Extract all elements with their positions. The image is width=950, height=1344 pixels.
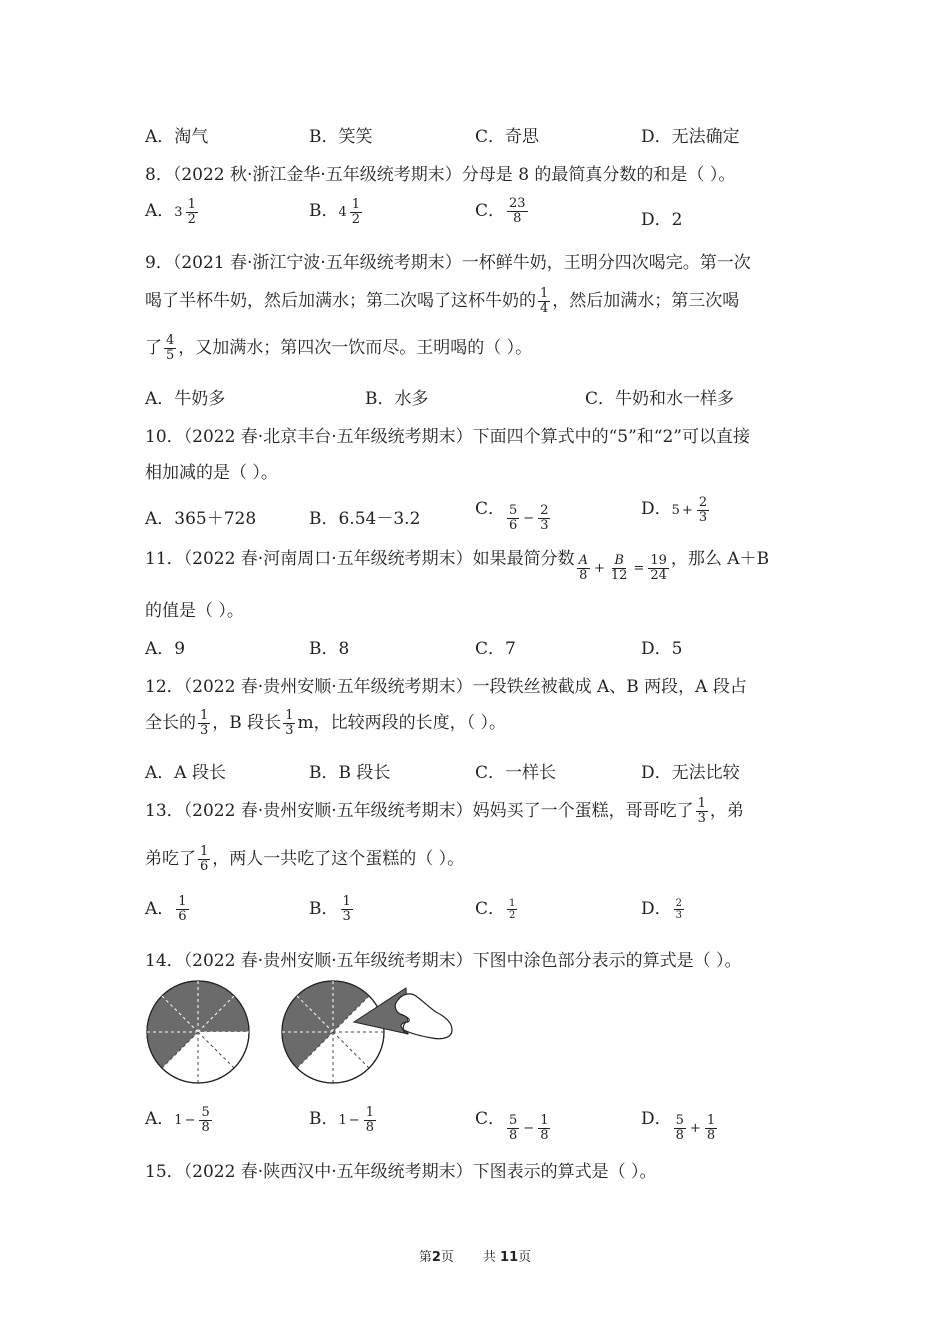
q13-option-b: B． $\frac{1}{3}$ (309, 894, 351, 924)
right-circle (282, 981, 384, 1083)
q9-option-a: A．牛奶多 (145, 389, 226, 409)
q11-question-line1: 11．（2022 春·河南周口·五年级统考期末）如果最简分数 $\frac{A}{8}$ + $\frac{B}{12}$ = $\frac{19}{24}$ ，那么 A＋B (145, 549, 770, 583)
left-circle (147, 981, 249, 1083)
q10-option-b: B．6.54－3.2 (309, 509, 421, 529)
q9-question-line1: 9．（2021 春·浙江宁波·五年级统考期末）一杯鲜牛奶，王明分四次喝完。第一次 (145, 253, 751, 273)
q11-question-line2: 的值是（ ）。 (145, 601, 244, 621)
q7-option-c: C．奇思 (475, 127, 540, 147)
q12-option-c: C．一样长 (475, 763, 557, 783)
q15-question: 15．（2022 春·陕西汉中·五年级统考期末）下图表示的算式是（ ）。 (145, 1162, 657, 1182)
q8-option-b: B． 4 $\frac{1}{2}$ (309, 197, 361, 227)
q13-question-line2: 弟吃了 $\frac{1}{6}$ ，两人一共吃了这个蛋糕的（ ）。 (145, 844, 465, 874)
q7-option-a: A．淘气 (145, 127, 209, 147)
q10-option-c: C． $\frac{5}{6}$ − $\frac{2}{3}$ (475, 499, 549, 533)
q12-question-line2: 全长的 $\frac{1}{3}$ ，B 段长 $\frac{1}{3}$ m，比较两段的长度，（ ）。 (145, 708, 506, 738)
q11-option-a: A．9 (145, 639, 186, 659)
q8-option-c: C． $\frac{23}{8}$ (475, 196, 526, 226)
q12-question-line1: 12．（2022 春·贵州安顺·五年级统考期末）一段铁丝被截成 A、B 两段，A 段占 (145, 677, 747, 697)
q13-option-d: D． $\frac{2}{3}$ (641, 898, 683, 921)
q11-option-c: C．7 (475, 639, 516, 659)
q14-option-a: A． 1 − $\frac{5}{8}$ (145, 1105, 210, 1135)
q9-option-b: B．水多 (365, 389, 429, 409)
q13-option-c: C． $\frac{1}{2}$ (475, 898, 516, 921)
q12-option-b: B．B 段长 (309, 763, 391, 783)
q10-question-line2: 相加减的是（ ）。 (145, 463, 278, 483)
q14-option-b: B． 1 − $\frac{1}{8}$ (309, 1105, 374, 1135)
q12-option-a: A．A 段长 (145, 763, 226, 783)
page-footer: 第2页 共 11页 (418, 1250, 532, 1265)
q13-question-line1: 13．（2022 春·贵州安顺·五年级统考期末）妈妈买了一个蛋糕，哥哥吃了 $\frac{1}{3}$ ，弟 (145, 796, 744, 826)
q12-option-d: D．无法比较 (641, 763, 740, 783)
q14-pie-figure (140, 978, 470, 1090)
q10-option-a: A．365＋728 (145, 509, 257, 529)
q14-question: 14．（2022 春·贵州安顺·五年级统考期末）下图中涂色部分表示的算式是（ ）。 (145, 951, 742, 971)
q10-question-line1: 10．（2022 春·北京丰台·五年级统考期末）下面四个算式中的“5”和“2”可以直接 (145, 427, 751, 447)
q7-option-b: B．笑笑 (309, 127, 373, 147)
q8-option-d: D．2 (641, 210, 683, 230)
q11-option-b: B．8 (309, 639, 350, 659)
q9-question-line2: 喝了半杯牛奶，然后加满水；第二次喝了这杯牛奶的 $\frac{1}{4}$ ，然后加满水；第三次喝 (145, 286, 740, 316)
q9-option-c: C．牛奶和水一样多 (585, 389, 735, 409)
q10-option-d: D． 5 + $\frac{2}{3}$ (641, 495, 708, 525)
q13-option-a: A． $\frac{1}{6}$ (145, 894, 187, 924)
q14-option-c: C． $\frac{5}{8}$ − $\frac{1}{8}$ (475, 1109, 549, 1143)
q8-option-a: A． 3 $\frac{1}{2}$ (145, 197, 196, 227)
q14-option-d: D． $\frac{5}{8}$ + $\frac{1}{8}$ (641, 1109, 716, 1143)
q11-option-d: D．5 (641, 639, 683, 659)
q9-question-line3: 了 $\frac{4}{5}$ ，又加满水；第四次一饮而尽。王明喝的（ ）。 (145, 333, 533, 363)
q8-question: 8．（2022 秋·浙江金华·五年级统考期末）分母是 8 的最简真分数的和是（ ）。 (145, 165, 736, 185)
q7-option-d: D．无法确定 (641, 127, 740, 147)
